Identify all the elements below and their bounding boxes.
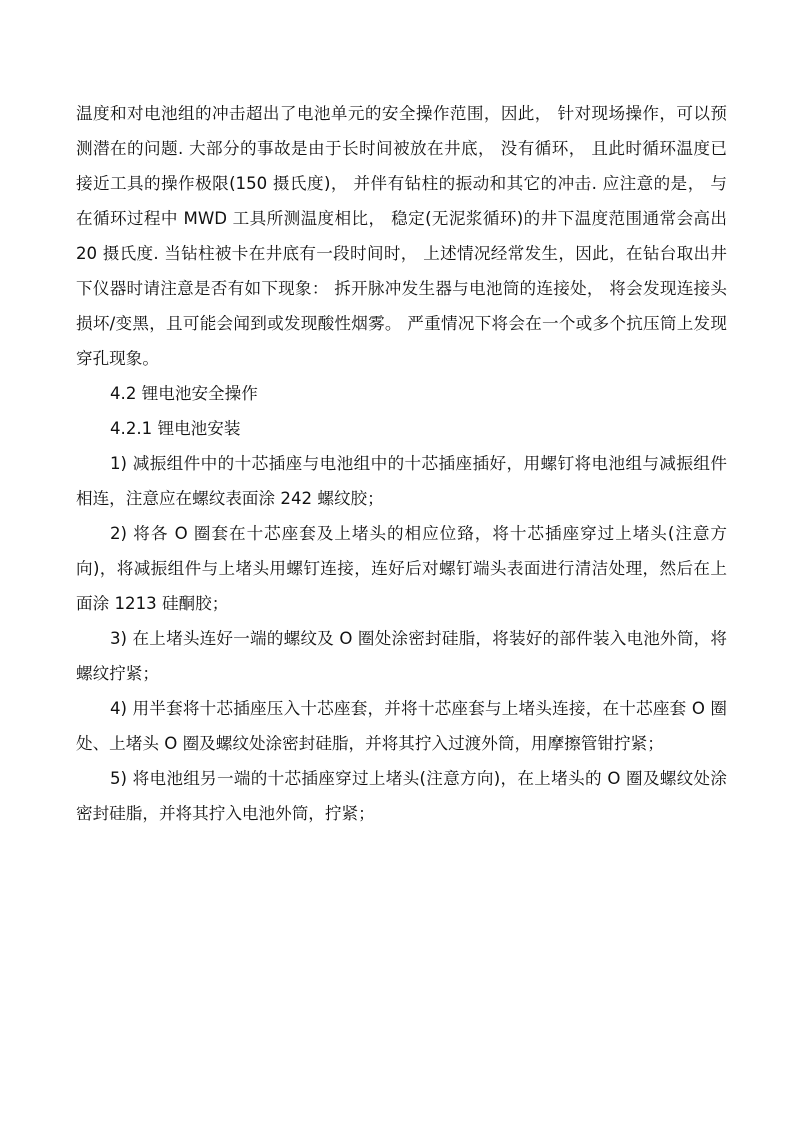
subsection-heading-4-2-1: 4.2.1 锂电池安装 xyxy=(110,419,241,438)
step-4: 4) 用半套将十芯插座压入十芯座套，并将十芯座套与上堵头连接，在十芯座套 O 圈处、上堵头 O 圈及螺纹处涂密封硅脂，并将其拧入过渡外筒，用摩擦管钳拧紧； xyxy=(76,699,727,753)
document-page xyxy=(76,96,727,831)
step-2: 2) 将各 O 圈套在十芯座套及上堵头的相应位臵，将十芯插座穿过上堵头(注意方向)，将减振组件与上堵头用螺钉连接，连好后对螺钉端头表面进行清洁处理，然后在上面涂 1213 硅酮胶； xyxy=(76,524,727,613)
step-5: 5) 将电池组另一端的十芯插座穿过上堵头(注意方向)，在上堵头的 O 圈及螺纹处涂密封硅脂，并将其拧入电池外筒，拧紧； xyxy=(76,769,727,823)
section-heading-4-2: 4.2 锂电池安全操作 xyxy=(110,384,258,403)
intro-paragraph: 温度和对电池组的冲击超出了电池单元的安全操作范围，因此， 针对现场操作，可以预测潜在的问题. 大部分的事故是由于长时间被放在井底， 没有循环， 且此时循环温度已接近工具的操作极限(150 摄氏度)， 并伴有钻柱的振动和其它的冲击. 应注意的是， 与在循环过程中 MWD 工具所测温度相比， 稳定(无泥浆循环)的井下温度范围通常会高出 20 摄氏度. 当钻柱被卡在井底有一段时间时， 上述情况经常发生，因此，在钻台取出井下仪器时请注意是否有如下现象： 拆开脉冲发生器与电池筒的连接处， 将会发现连接头损坏/变黑，且可能会闻到或发现酸性烟雾。 严重情况下将会在一个或多个抗压筒上发现穿孔现象。 xyxy=(76,104,727,368)
step-3: 3) 在上堵头连好一端的螺纹及 O 圈处涂密封硅脂，将装好的部件装入电池外筒，将螺纹拧紧； xyxy=(76,629,727,683)
step-1: 1) 减振组件中的十芯插座与电池组中的十芯插座插好，用螺钉将电池组与减振组件相连，注意应在螺纹表面涂 242 螺纹胶； xyxy=(76,454,727,508)
